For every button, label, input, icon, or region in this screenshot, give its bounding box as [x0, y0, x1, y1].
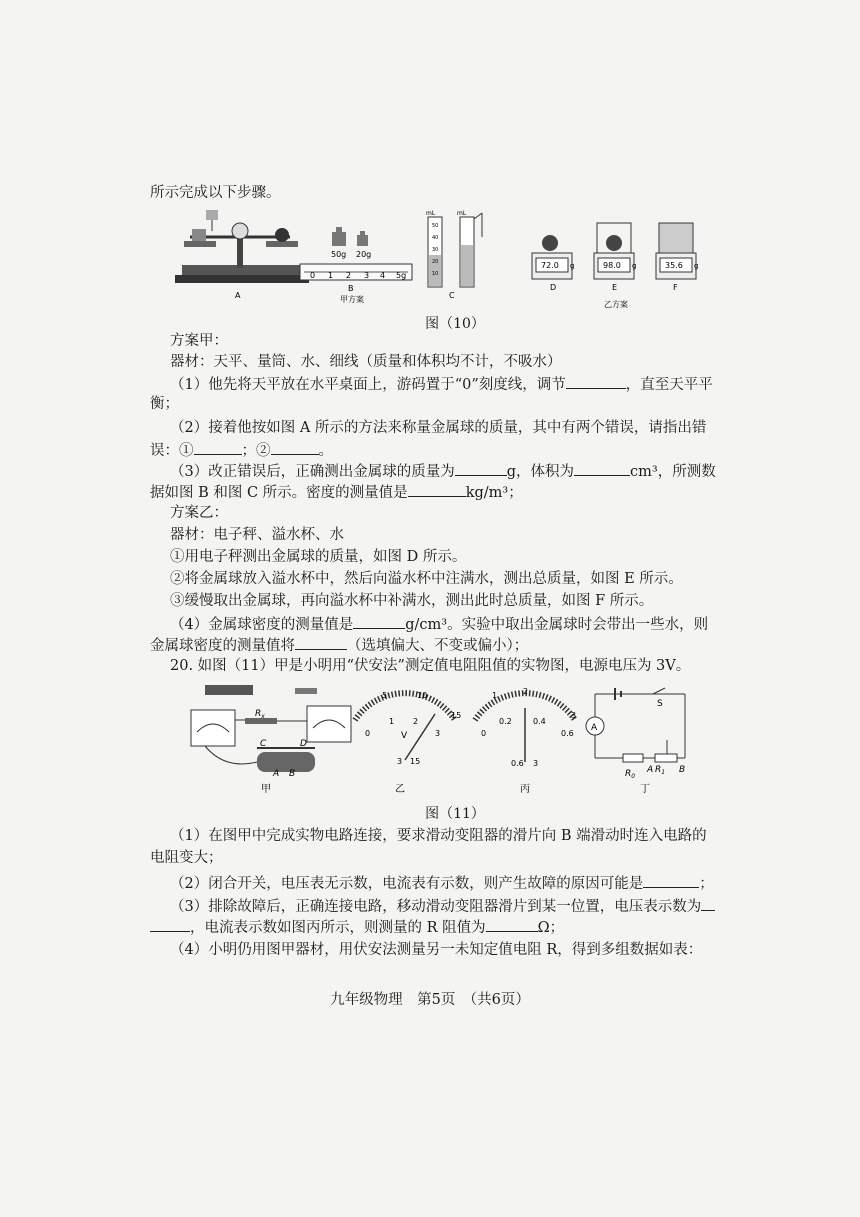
physical-circuit — [191, 685, 351, 772]
equipment-b: 器材：电子秤、溢水杯、水 — [170, 527, 344, 543]
amp-outer-3: 3 — [571, 711, 577, 720]
answer-blank[interactable] — [455, 460, 507, 476]
question-3-cont: 据如图 B 和图 C 所示。密度的测量值是 kg/m³； — [150, 481, 720, 503]
fig-label-c: C — [449, 291, 455, 300]
terminal-a: A — [273, 769, 280, 779]
terminal-d: D — [300, 739, 307, 749]
balance-illustration — [175, 210, 309, 283]
question-3: （3）改正错误后，正确测出金属球的质量为 g，体积为 cm³，所测数 — [170, 460, 720, 482]
question-1: （1）他先将天平放在水平桌面上，游码置于“0”刻度线，调节 ，直至天平平 — [170, 373, 720, 395]
answer-blank[interactable] — [408, 481, 466, 497]
task-1: （1）在图甲中完成实物电路连接，要求滑动变阻器的滑片向 B 端滑动时连入电路的 — [170, 828, 707, 844]
step-3: ③缓慢取出金属球，再向溢水杯中补满水，测出此时总质量，如图 F 所示。 — [170, 593, 654, 609]
schematic-switch: S — [657, 699, 663, 709]
figure-11-caption: 图（11） — [425, 806, 485, 822]
ruler-tick-5g: 5g — [396, 271, 407, 280]
cylinder-unit: mL — [426, 210, 436, 217]
scale-d-reading: 72.0 — [541, 261, 559, 270]
question-2: （2）接着他按如图 A 所示的方法来称量金属球的质量，其中有两个错误，请指出错 — [170, 420, 707, 436]
step-1: ①用电子秤测出金属球的质量，如图 D 所示。 — [170, 549, 467, 565]
scale-f-unit: g — [694, 262, 699, 270]
fig-label-jia: 甲 — [261, 784, 271, 795]
fig-label-a: A — [235, 291, 241, 300]
question-4-cont: 金属球密度的测量值将 （选填偏大、不变或偏小）； — [150, 634, 720, 656]
page-footer: 九年级物理 第5页 （共6页） — [330, 992, 530, 1008]
volt-term-3: 3 — [397, 757, 403, 766]
volt-symbol: V — [401, 731, 408, 741]
question-1-cont: 衡； — [150, 396, 179, 412]
answer-blank[interactable] — [194, 439, 242, 455]
fig-label-b: B — [348, 284, 354, 293]
ruler-tick-4: 4 — [380, 271, 386, 280]
fig-label-bing: 丙 — [520, 784, 530, 795]
schematic-r0: $R_0$ — [625, 769, 636, 780]
amp-term-06: 0.6 — [511, 759, 524, 768]
circuit-schematic — [586, 688, 685, 762]
scale-d-unit: g — [570, 262, 575, 270]
plan-a-heading: 方案甲： — [170, 333, 228, 349]
fig-label-f: F — [673, 283, 678, 292]
task-2: （2）闭合开关，电压表无示数，电流表有示数，则产生故障的原因可能是 ； — [170, 872, 720, 894]
scale-e-reading: 98.0 — [603, 261, 621, 270]
ruler-tick-0: 0 — [310, 271, 316, 280]
weight-20g: 20g — [356, 250, 372, 259]
amp-outer-1: 1 — [492, 691, 498, 700]
terminal-c: C — [260, 739, 267, 749]
cylinder2-unit: mL — [457, 210, 467, 217]
cyl-tick-20: 20 — [432, 259, 439, 265]
volt-tick-5: 5 — [382, 691, 388, 700]
problem-20: 20. 如图（11）甲是小明用“伏安法”测定值电阻阻值的实物图，电源电压为 3V。 — [170, 658, 691, 674]
cyl-tick-10: 10 — [432, 271, 439, 277]
electronic-scales — [532, 223, 699, 279]
schematic-meter-a: A — [591, 723, 598, 733]
scale-e-unit: g — [632, 262, 637, 270]
voltmeter-dial — [355, 693, 455, 760]
cyl-tick-50: 50 — [432, 223, 439, 229]
volt-term-15: 15 — [410, 757, 421, 766]
step-2: ②将金属球放入溢水杯中，然后向溢水杯中注满水，测出总质量，如图 E 所示。 — [170, 571, 683, 587]
ruler-tick-1: 1 — [328, 271, 334, 280]
answer-blank[interactable] — [566, 373, 626, 389]
volt-tick-15: 15 — [451, 711, 462, 720]
schematic-end-b: B — [679, 765, 686, 775]
scale-f-reading: 35.6 — [665, 261, 683, 270]
fig-label-e: E — [612, 283, 618, 292]
answer-blank[interactable] — [353, 613, 405, 629]
amp-inner-02: 0.2 — [499, 717, 512, 726]
task-1-cont: 电阻变大； — [150, 850, 223, 866]
fig-label-d: D — [550, 283, 557, 292]
fig-label-ding: 丁 — [640, 784, 650, 795]
volt-inner-2: 2 — [413, 717, 419, 726]
plan-a-label: 甲方案 — [340, 295, 364, 304]
ruler-tick-3: 3 — [364, 271, 370, 280]
question-4: （4）金属球密度的测量值是 g/cm³。实验中取出金属球时会带出一些水，则 — [170, 613, 720, 635]
weight-50g: 50g — [331, 250, 347, 259]
question-2-cont: 误：① ；② 。 — [150, 439, 720, 461]
terminal-b: B — [289, 769, 296, 779]
rx-label: $R_x$ — [255, 709, 265, 720]
answer-blank[interactable] — [295, 634, 347, 650]
answer-blank[interactable] — [574, 460, 630, 476]
figure-11 — [185, 680, 695, 800]
schematic-r1: $R_1$ — [655, 765, 666, 776]
volt-inner-1: 1 — [389, 717, 395, 726]
ruler-tick-2: 2 — [346, 271, 352, 280]
answer-blank[interactable] — [643, 872, 699, 888]
plan-b-heading: 方案乙： — [170, 505, 228, 521]
figure-10-caption: 图（10） — [425, 316, 485, 332]
cyl-tick-40: 40 — [432, 235, 439, 241]
fig-label-yi: 乙 — [395, 784, 405, 795]
answer-blank[interactable] — [486, 916, 538, 932]
amp-inner-0: 0 — [481, 729, 487, 738]
plan-b-label: 乙方案 — [604, 300, 628, 309]
amp-inner-04: 0.4 — [533, 717, 546, 726]
volt-inner-0: 0 — [365, 729, 371, 738]
equipment-a: 器材：天平、量筒、水、细线（质量和体积均不计，不吸水） — [170, 354, 562, 370]
answer-blank[interactable] — [701, 895, 715, 911]
task-4: （4）小明仍用图甲器材，用伏安法测量另一未知定值电阻 R，得到多组数据如表： — [170, 942, 703, 958]
answer-blank[interactable] — [271, 439, 319, 455]
ammeter-dial — [475, 693, 575, 762]
schematic-end-a: A — [647, 765, 654, 775]
task-3-cont: ，电流表示数如图丙所示，则测量的 R 阻值为 Ω； — [150, 916, 720, 938]
cyl-tick-30: 30 — [432, 247, 439, 253]
intro-text: 所示完成以下步骤。 — [150, 185, 281, 201]
volt-inner-3: 3 — [435, 729, 441, 738]
amp-inner-06: 0.6 — [561, 729, 574, 738]
volt-tick-10: 10 — [417, 691, 428, 700]
amp-term-3: 3 — [533, 759, 539, 768]
figure-10 — [170, 205, 700, 315]
amp-outer-2: 2 — [523, 687, 529, 696]
task-3: （3）排除故障后，正确连接电路，移动滑动变阻器滑片到某一位置，电压表示数为 — [170, 895, 720, 917]
answer-blank[interactable] — [150, 916, 190, 932]
